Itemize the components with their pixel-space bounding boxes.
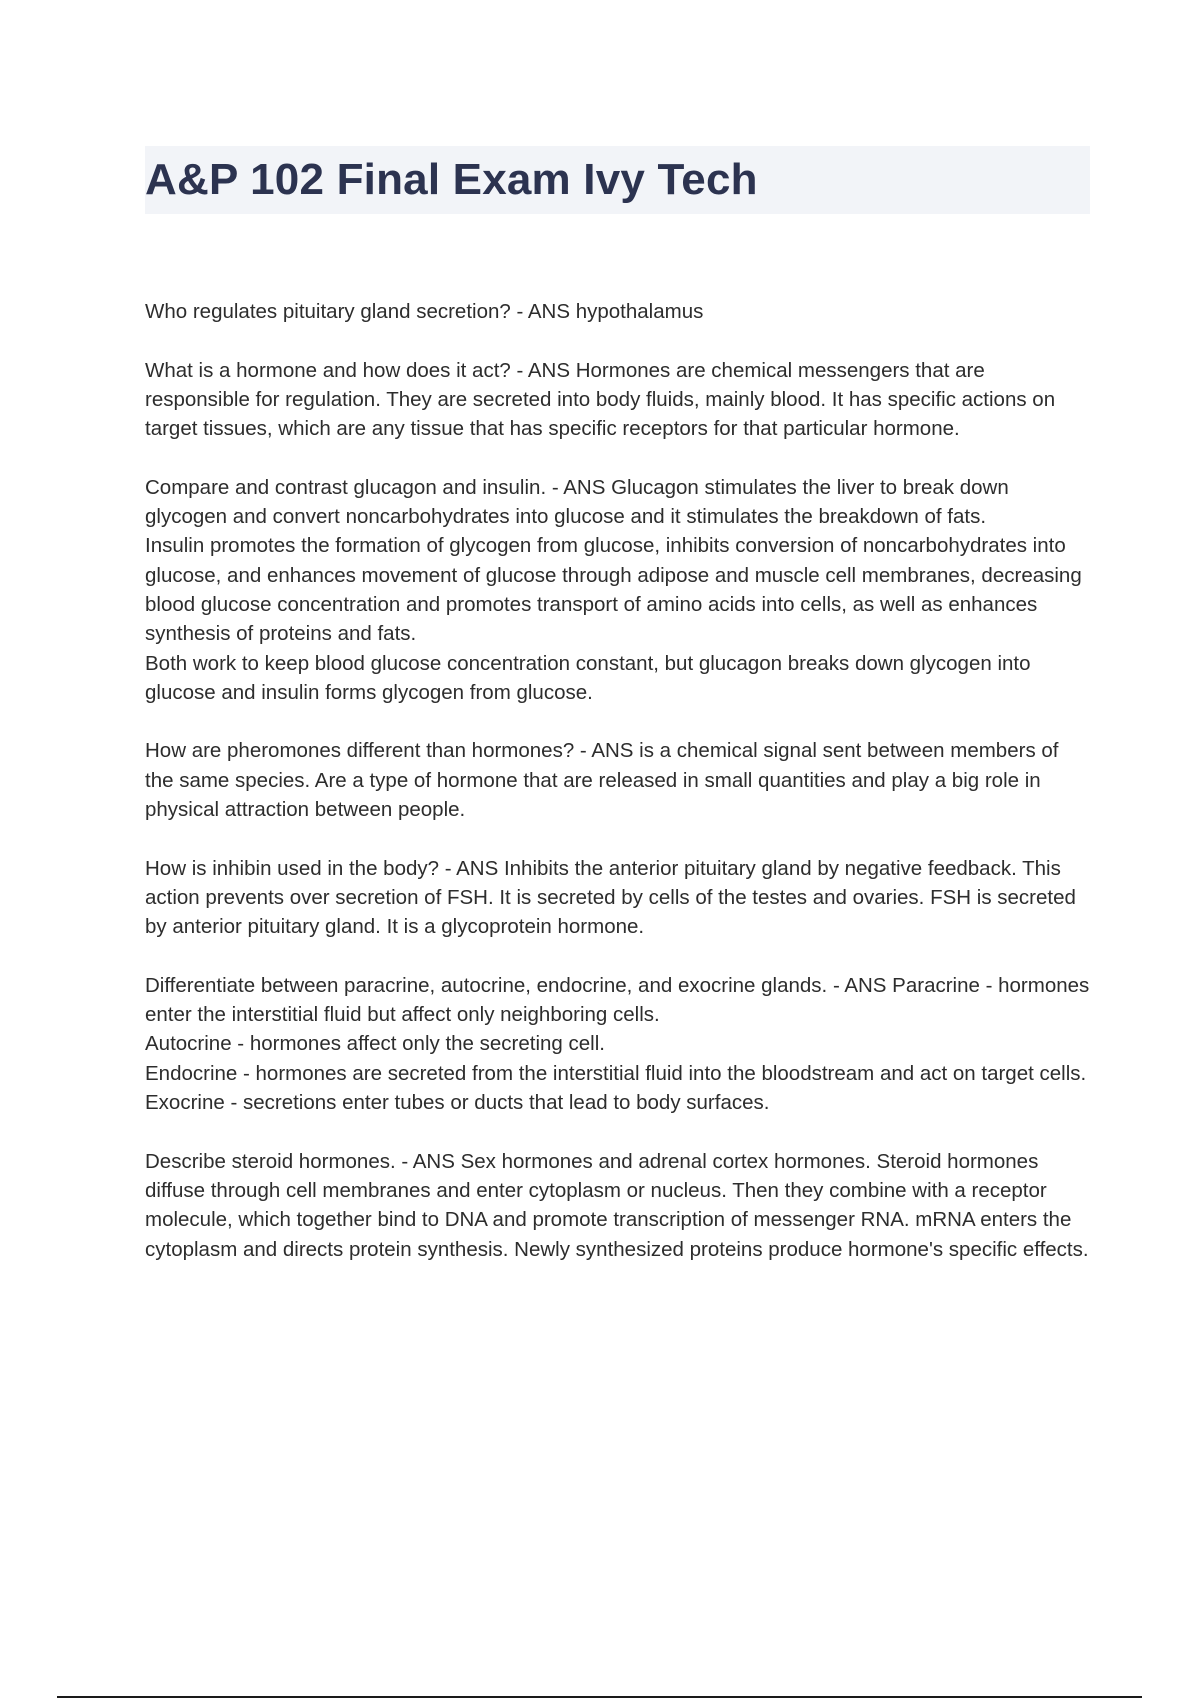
qa-line: What is a hormone and how does it act? - ANS Hormones are chemical messengers that are responsible for regulation. They are secreted into body fluids, mainly blood. It has specific actions on target tissues, which are any tissue that has specific receptors for that particular hormone. (145, 358, 1056, 441)
qa-item (145, 854, 1090, 942)
qa-line: Differentiate between paracrine, autocrine, endocrine, and exocrine glands. - ANS Paracrine - hormones enter the interstitial fluid but affect only neighboring cells. (145, 973, 1090, 1027)
qa-list (145, 297, 1090, 1293)
qa-item (145, 356, 1090, 444)
qa-line: Endocrine - hormones are secreted from the interstitial fluid into the bloodstream and act on target cells. (145, 1061, 1087, 1085)
qa-line: Both work to keep blood glucose concentration constant, but glucagon breaks down glycogen into glucose and insulin forms glycogen from glucose. (145, 651, 1031, 704)
qa-line: Compare and contrast glucagon and insulin. - ANS Glucagon stimulates the liver to break down glycogen and convert noncarbohydrates into glucose and it stimulates the breakdown of fats. (145, 475, 1009, 529)
qa-line: Describe steroid hormones. - ANS Sex hormones and adrenal cortex hormones. Steroid hormones diffuse through cell membranes and enter cytoplasm or nucleus. Then they combine with a receptor molecule, which together bind to DNA and promote transcription of messenger RNA. mRNA enters the cytoplasm and directs protein synthesis. Newly synthesized proteins produce hormone's specific effects. (145, 1149, 1089, 1261)
qa-line: Insulin promotes the formation of glycogen from glucose, inhibits conversion of noncarbohydrates into glucose, and enhances movement of glucose through adipose and muscle cell membranes, decreasing blood glucose concentration and promotes transport of amino acids into cells, as well as enhances synthesis of proteins and fats. (145, 534, 1082, 646)
footer-divider (57, 1696, 1142, 1698)
qa-item (145, 1147, 1090, 1264)
qa-line: Exocrine - secretions enter tubes or ducts that lead to body surfaces. (145, 1091, 770, 1115)
qa-item (145, 473, 1090, 707)
qa-item (145, 736, 1090, 824)
qa-line: Who regulates pituitary gland secretion? - ANS hypothalamus (145, 300, 704, 323)
qa-item (145, 297, 1090, 326)
qa-line: Autocrine - hormones affect only the secreting cell. (145, 1032, 605, 1056)
qa-item (145, 971, 1090, 1117)
qa-line: How is inhibin used in the body? - ANS Inhibits the anterior pituitary gland by negative feedback. This action prevents over secretion of FSH. It is secreted by cells of the testes and ovaries. FSH is secreted by anterior pituitary gland. It is a glycoprotein hormone. (145, 856, 1076, 939)
qa-line: How are pheromones different than hormones? - ANS is a chemical signal sent between members of the same species. Are a type of hormone that are released in small quantities and play a big role in physical attraction between people. (145, 739, 1059, 822)
page-title: A&P 102 Final Exam Ivy Tech (145, 155, 758, 204)
